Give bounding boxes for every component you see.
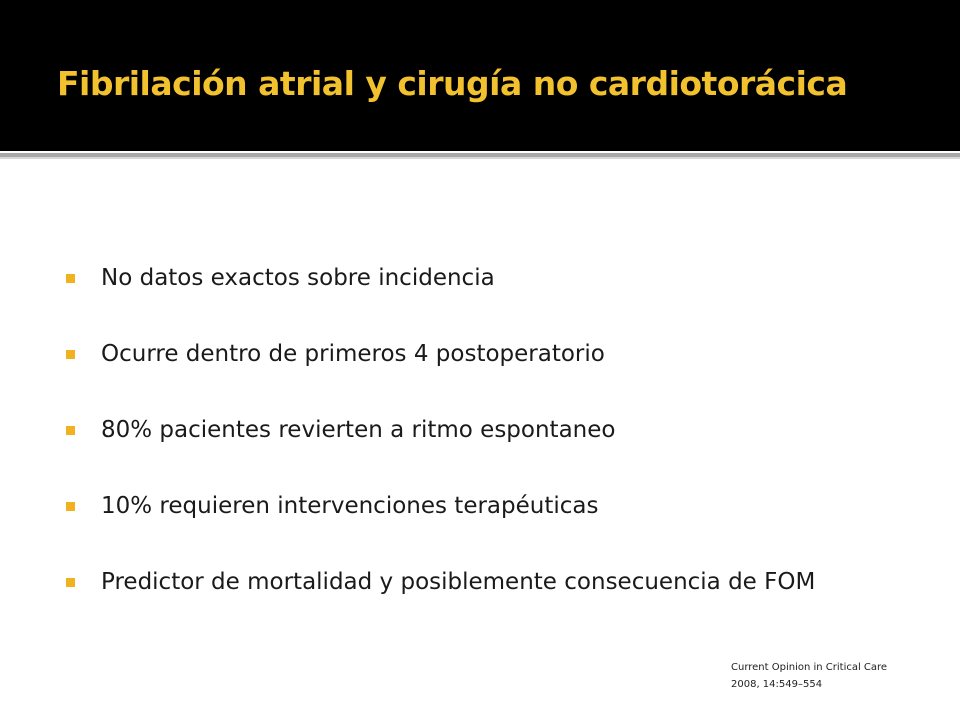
square-bullet-icon [66, 426, 75, 435]
title-divider-highlight [0, 157, 960, 159]
bullet-text: 10% requieren intervenciones terapéuticas [101, 493, 599, 519]
square-bullet-icon [66, 274, 75, 283]
square-bullet-icon [66, 502, 75, 511]
bullet-text: No datos exactos sobre incidencia [101, 265, 495, 291]
bullet-text: Ocurre dentro de primeros 4 postoperatorio [101, 341, 605, 367]
square-bullet-icon [66, 350, 75, 359]
bullet-list [66, 258, 886, 602]
title-bar [0, 0, 960, 151]
citation-volume: 2008, 14:549–554 [731, 679, 823, 690]
bullet-item [66, 258, 886, 298]
citation [731, 659, 941, 693]
bullet-item [66, 410, 886, 450]
bullet-item [66, 562, 886, 602]
bullet-item [66, 486, 886, 526]
bullet-text: Predictor de mortalidad y posiblemente consecuencia de FOM [101, 569, 816, 595]
square-bullet-icon [66, 578, 75, 587]
citation-journal: Current Opinion in Critical Care [731, 662, 888, 673]
bullet-text: 80% pacientes revierten a ritmo espontaneo [101, 417, 616, 443]
bullet-item [66, 334, 886, 374]
slide-title: Fibrilación atrial y cirugía no cardiotorácica [57, 64, 848, 103]
